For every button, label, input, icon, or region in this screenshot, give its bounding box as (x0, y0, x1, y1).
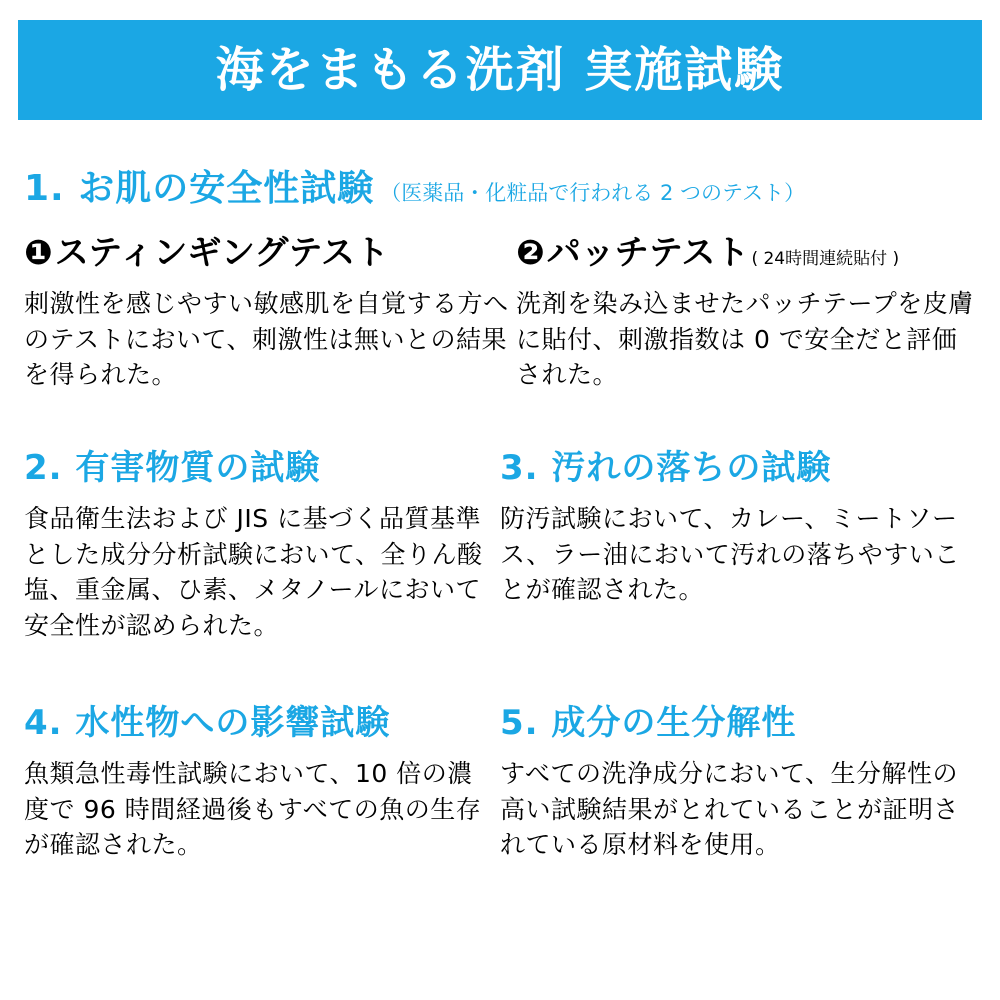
page-title: 海をまもる洗剤 実施試験 (215, 42, 785, 98)
section-body: 魚類急性毒性試験において、10 倍の濃度で 96 時間経過後もすべての魚の生存が確認された。 (24, 759, 482, 859)
test-item-title: スティンギングテスト (54, 233, 390, 273)
test-item-note: ( 24時間連続貼付 ) (751, 249, 900, 269)
section-1-columns (24, 225, 976, 393)
section-body: すべての洗浄成分において、生分解性の高い試験結果がとれていることが証明されている原材料を使用。 (500, 759, 960, 859)
section-harmful-substances (24, 440, 500, 643)
test-item-stinging (24, 225, 516, 393)
circled-number-2-icon: ❷ (516, 233, 545, 273)
sections-grid (24, 440, 976, 863)
section-heading: 5. 成分の生分解性 (500, 703, 797, 743)
section-heading: 4. 水性物への影響試験 (24, 703, 391, 743)
section-aquatic-impact (24, 695, 500, 863)
section-body: 食品衛生法および JIS に基づく品質基準とした成分分析試験において、全りん酸塩、重金属、ひ素、メタノールにおいて安全性が認められた。 (24, 504, 483, 640)
test-item-body: 刺激性を感じやすい敏感肌を自覚する方へのテストにおいて、刺激性は無いとの結果を得られた。 (24, 289, 509, 389)
section-stain-removal (500, 440, 976, 643)
header-banner (18, 20, 982, 120)
test-item-title: パッチテスト (546, 233, 750, 273)
section-skin-safety (24, 160, 976, 393)
section-1-heading-row (24, 160, 976, 211)
sections-row-bottom (24, 695, 976, 863)
section-body: 防汚試験において、カレー、ミートソース、ラー油において汚れの落ちやすいことが確認された。 (500, 504, 960, 604)
test-item-heading (24, 225, 516, 274)
section-1-heading-note: （医薬品・化粧品で行われる 2 つのテスト） (380, 181, 806, 205)
test-item-patch (516, 225, 976, 393)
section-heading: 2. 有害物質の試験 (24, 448, 321, 488)
section-1-heading: 1. お肌の安全性試験 (24, 168, 375, 209)
test-item-body: 洗剤を染み込ませたパッチテープを皮膚に貼付、刺激指数は 0 で安全だと評価された。 (516, 289, 974, 389)
sections-row-top (24, 440, 976, 643)
section-biodegradability (500, 695, 976, 863)
test-item-heading (516, 225, 976, 274)
circled-number-1-icon: ❶ (24, 233, 53, 273)
section-heading: 3. 汚れの落ちの試験 (500, 448, 832, 488)
